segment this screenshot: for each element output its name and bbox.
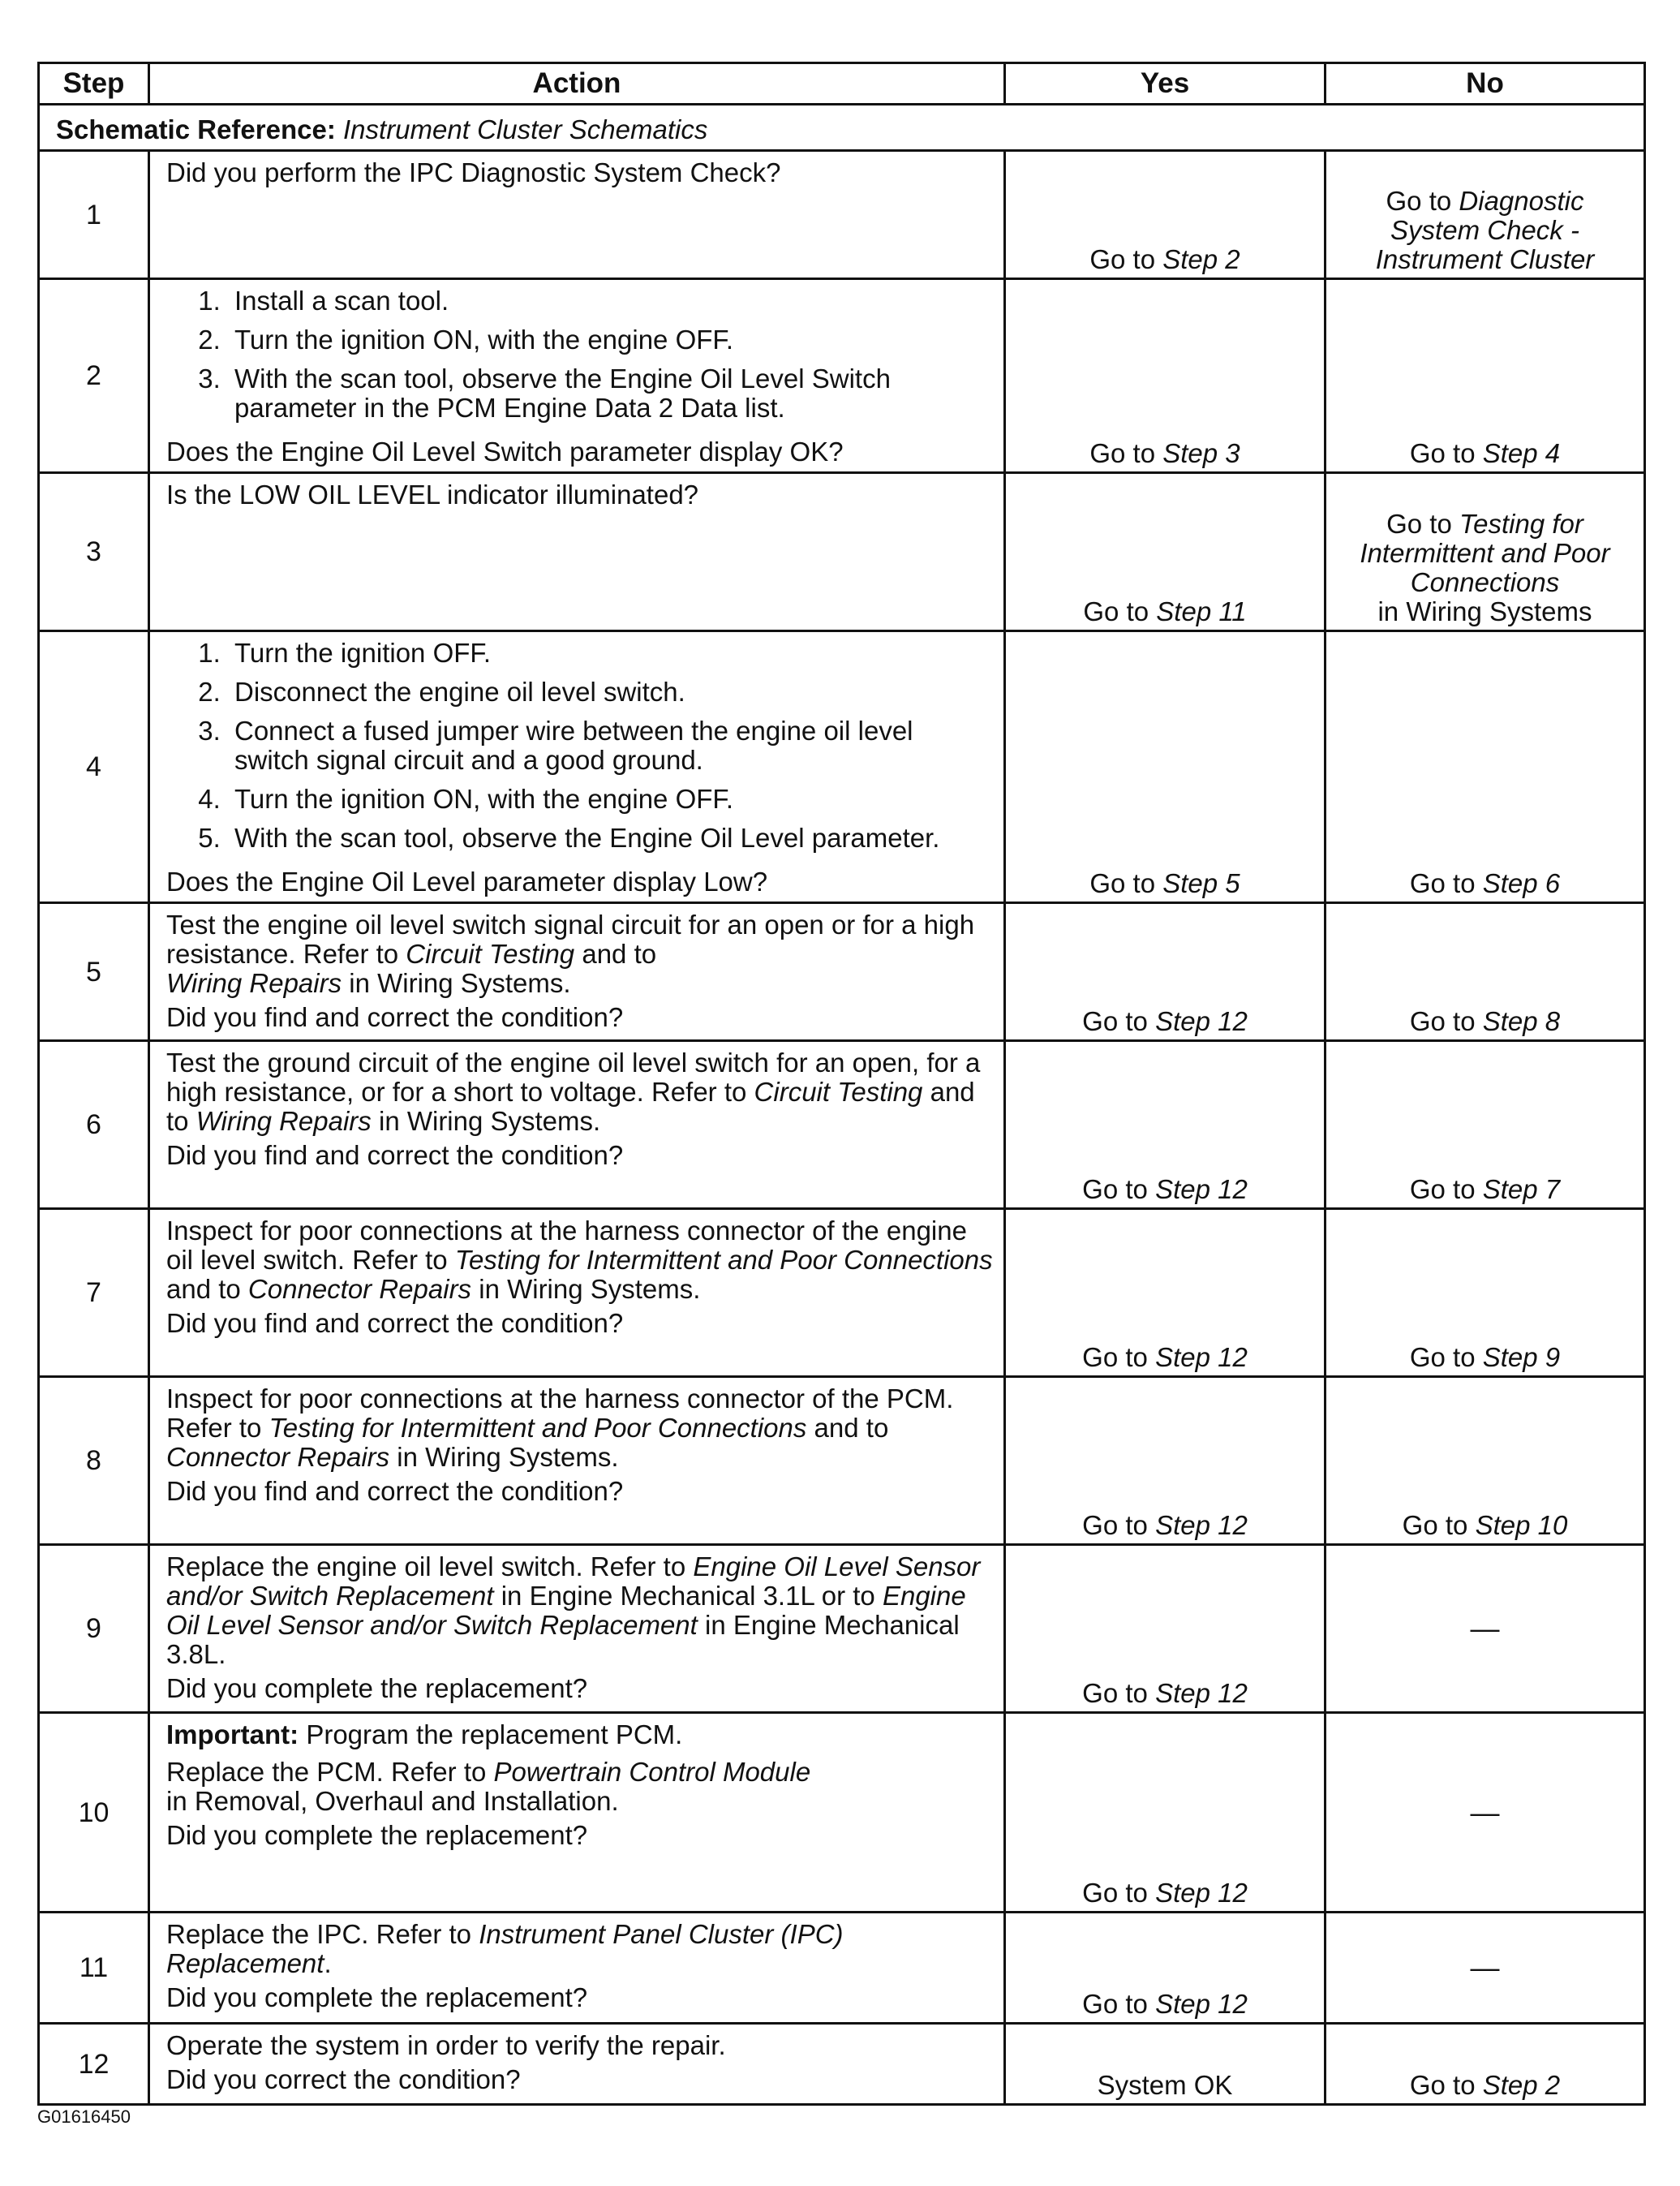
yes-prefix: Go to (1089, 244, 1163, 274)
no-cell-dash: — (1326, 1713, 1645, 1913)
yes-step-link[interactable]: Step 5 (1162, 868, 1240, 898)
action-text-part: Inspect for poor connections at the harness connector of the engine oil level switch. Refer to (166, 1216, 967, 1275)
yes-step-link[interactable]: Step 12 (1155, 1174, 1248, 1204)
header-action: Action (149, 63, 1005, 105)
step-number: 10 (39, 1713, 149, 1913)
important-note (166, 1720, 994, 1749)
action-cell (149, 2024, 1005, 2105)
action-cell (149, 279, 1005, 473)
reference-link[interactable]: Wiring Repairs (195, 1106, 372, 1136)
yes-prefix: Go to (1083, 596, 1157, 626)
action-text (166, 1048, 994, 1136)
table-row (39, 1913, 1645, 2024)
yes-cell (1005, 631, 1326, 903)
reference-link[interactable]: Powertrain Control Module (493, 1757, 811, 1787)
yes-step-link[interactable]: Step 3 (1162, 438, 1240, 468)
table-row (39, 631, 1645, 903)
action-cell (149, 1545, 1005, 1713)
action-text-part: and to (166, 1274, 248, 1304)
list-item: 1. Install a scan tool. (228, 286, 994, 316)
action-question: Did you correct the condition? (166, 2064, 521, 2094)
action-text-part: . (324, 1948, 332, 1978)
list-item: 3. Connect a fused jumper wire between the engine oil level switch signal circuit and a good ground. (228, 716, 994, 775)
no-step-link[interactable]: Diagnostic System Check - Instrument Cluster (1375, 186, 1595, 274)
action-question: Does the Engine Oil Level parameter display Low? (166, 867, 768, 897)
action-cell (149, 903, 1005, 1041)
step-number: 12 (39, 2024, 149, 2105)
list-item: 1. Turn the ignition OFF. (228, 639, 994, 668)
action-cell (149, 631, 1005, 903)
action-text (166, 1552, 994, 1669)
action-text (166, 910, 994, 998)
action-text-part: in Wiring Systems. (342, 968, 571, 998)
action-text-part: and to (574, 939, 657, 969)
action-text-part: in Removal, Overhaul and Installation. (166, 1786, 619, 1816)
yes-prefix: Go to (1082, 1006, 1156, 1036)
reference-link[interactable]: Engine Oil Level Sensor and/or Switch Replacement (166, 1581, 966, 1640)
action-question: Did you find and correct the condition? (166, 1140, 624, 1170)
no-step-link[interactable]: Step 2 (1482, 2070, 1561, 2100)
yes-step-link[interactable]: Step 12 (1155, 1678, 1248, 1708)
yes-cell (1005, 1209, 1326, 1377)
table-row (39, 473, 1645, 631)
list-item: 5. With the scan tool, observe the Engine Oil Level parameter. (228, 824, 994, 853)
table-row (39, 2024, 1645, 2105)
action-text-part: in Wiring Systems. (389, 1442, 619, 1472)
step-number: 3 (39, 473, 149, 631)
reference-link[interactable]: Circuit Testing (406, 939, 575, 969)
yes-prefix: Go to (1082, 1510, 1156, 1540)
no-step-link[interactable]: Step 4 (1482, 438, 1561, 468)
yes-step-link[interactable]: Step 12 (1155, 1989, 1248, 2019)
action-question: Did you complete the replacement? (166, 1820, 588, 1850)
list-item: 3. With the scan tool, observe the Engine Oil Level Switch parameter in the PCM Engine Data 2 Data list. (228, 364, 994, 423)
list-item: 2. Turn the ignition ON, with the engine OFF. (228, 325, 994, 355)
no-step-link[interactable]: Step 7 (1482, 1174, 1561, 1204)
action-text (166, 1384, 994, 1472)
list-item: 4. Turn the ignition ON, with the engine OFF. (228, 785, 994, 814)
action-cell (149, 151, 1005, 279)
action-text (166, 1216, 994, 1304)
yes-step-link[interactable]: Step 2 (1162, 244, 1240, 274)
no-prefix: Go to (1386, 186, 1459, 216)
action-text-part: Replace the PCM. Refer to (166, 1757, 494, 1787)
step-number: 8 (39, 1377, 149, 1545)
no-step-link[interactable]: Testing for Intermittent and Poor Connections (1360, 509, 1610, 597)
no-cell-dash: — (1326, 1545, 1645, 1713)
no-prefix: Go to (1409, 1342, 1483, 1372)
reference-link[interactable]: Wiring Repairs (166, 968, 342, 998)
table-row (39, 1209, 1645, 1377)
action-text-part: in Wiring Systems. (371, 1106, 601, 1136)
no-cell-dash: — (1326, 1913, 1645, 2024)
action-text-part: Replace the engine oil level switch. Refer to (166, 1551, 694, 1581)
no-cell (1326, 2024, 1645, 2105)
action-cell (149, 1209, 1005, 1377)
no-prefix: Go to (1386, 509, 1459, 539)
action-text: Operate the system in order to verify the repair. (166, 2030, 726, 2060)
action-text (166, 1758, 994, 1816)
yes-cell (1005, 2024, 1326, 2105)
table-row (39, 151, 1645, 279)
table-row (39, 279, 1645, 473)
action-text-part: and to (806, 1413, 889, 1443)
action-question: Did you complete the replacement? (166, 1982, 588, 2012)
no-prefix: Go to (1402, 1510, 1476, 1540)
action-text-part: Inspect for poor connections at the harness connector of the PCM. Refer to (166, 1383, 954, 1443)
important-label: Important: (166, 1719, 299, 1749)
action-cell (149, 1713, 1005, 1913)
no-step-link[interactable]: Step 9 (1482, 1342, 1561, 1372)
yes-text: System OK (1097, 2070, 1233, 2100)
action-cell (149, 1041, 1005, 1209)
diagnostic-table (37, 62, 1646, 2106)
action-question: Did you find and correct the condition? (166, 1308, 624, 1338)
yes-prefix: Go to (1082, 1878, 1156, 1908)
table-row (39, 1545, 1645, 1713)
no-step-link[interactable]: Step 6 (1482, 868, 1561, 898)
action-question: Did you find and correct the condition? (166, 1002, 624, 1032)
action-question: Did you complete the replacement? (166, 1673, 588, 1703)
yes-step-link[interactable]: Step 12 (1155, 1510, 1248, 1540)
action-question: Did you find and correct the condition? (166, 1476, 624, 1506)
action-text-part: in Engine Mechanical 3.8L. (166, 1610, 960, 1669)
yes-cell (1005, 1377, 1326, 1545)
no-cell (1326, 1041, 1645, 1209)
step-number: 6 (39, 1041, 149, 1209)
step-number: 7 (39, 1209, 149, 1377)
yes-cell (1005, 279, 1326, 473)
yes-step-link[interactable]: Step 12 (1155, 1878, 1248, 1908)
step-number: 2 (39, 279, 149, 473)
header-row (39, 63, 1645, 105)
no-prefix: Go to (1409, 1006, 1483, 1036)
action-step-list (166, 286, 994, 423)
schematic-reference-row (39, 105, 1645, 151)
schematic-reference-label: Schematic Reference: (56, 114, 336, 144)
figure-code: G01616450 (37, 2106, 131, 2127)
reference-link[interactable]: Testing for Intermittent and Poor Connections (269, 1413, 807, 1443)
yes-prefix: Go to (1082, 1989, 1156, 2019)
step-number: 9 (39, 1545, 149, 1713)
header-step: Step (39, 63, 149, 105)
yes-cell (1005, 1913, 1326, 2024)
yes-step-link[interactable]: Step 12 (1155, 1342, 1248, 1372)
yes-prefix: Go to (1089, 438, 1163, 468)
step-number: 1 (39, 151, 149, 279)
action-text (166, 1920, 994, 1978)
action-cell (149, 473, 1005, 631)
action-step-list (166, 639, 994, 853)
important-text: Program the replacement PCM. (299, 1719, 683, 1749)
action-text-part: Test the engine oil level switch signal circuit for an open or for a high resistance. Refer to (166, 910, 975, 969)
schematic-reference-link[interactable]: Instrument Cluster Schematics (343, 114, 708, 144)
yes-cell (1005, 1545, 1326, 1713)
yes-cell (1005, 1713, 1326, 1913)
no-prefix: Go to (1409, 1174, 1483, 1204)
reference-link[interactable]: Circuit Testing (754, 1077, 923, 1107)
reference-link[interactable]: Engine Oil Level Sensor and/or Switch Replacement (166, 1551, 981, 1611)
action-text-part: and to (166, 1077, 975, 1136)
table-row (39, 1377, 1645, 1545)
no-prefix: Go to (1409, 438, 1483, 468)
table-row (39, 1713, 1645, 1913)
yes-step-link[interactable]: Step 11 (1156, 596, 1247, 626)
no-prefix: Go to (1409, 868, 1483, 898)
no-cell (1326, 473, 1645, 631)
reference-link[interactable]: Connector Repairs (166, 1442, 390, 1472)
yes-prefix: Go to (1082, 1678, 1156, 1708)
action-text: Is the LOW OIL LEVEL indicator illuminated? (166, 480, 699, 510)
no-cell (1326, 631, 1645, 903)
no-suffix: in Wiring Systems (1377, 596, 1592, 626)
yes-cell (1005, 1041, 1326, 1209)
step-number: 11 (39, 1913, 149, 2024)
no-step-link[interactable]: Step 8 (1482, 1006, 1561, 1036)
step-number: 4 (39, 631, 149, 903)
schematic-reference-cell (39, 105, 1645, 151)
no-prefix: Go to (1409, 2070, 1483, 2100)
no-cell (1326, 1209, 1645, 1377)
no-step-link[interactable]: Step 10 (1475, 1510, 1568, 1540)
action-text-part: Test the ground circuit of the engine oil level switch for an open, for a high resistance, or for a short to voltage. Refer to (166, 1048, 981, 1107)
action-question: Does the Engine Oil Level Switch parameter display OK? (166, 437, 844, 467)
action-text-part: in Wiring Systems. (471, 1274, 701, 1304)
reference-link[interactable]: Testing for Intermittent and Poor Connections (454, 1245, 993, 1275)
action-text: Did you perform the IPC Diagnostic System Check? (166, 157, 781, 187)
yes-cell (1005, 473, 1326, 631)
action-text-part: in Engine Mechanical 3.1L or to (493, 1581, 883, 1611)
no-cell (1326, 151, 1645, 279)
reference-link[interactable]: Instrument Panel Cluster (IPC) Replacement (166, 1919, 844, 1978)
table-row (39, 903, 1645, 1041)
reference-link[interactable]: Connector Repairs (247, 1274, 472, 1304)
header-no: No (1326, 63, 1645, 105)
no-cell (1326, 1377, 1645, 1545)
no-cell (1326, 279, 1645, 473)
action-cell (149, 1377, 1005, 1545)
yes-cell (1005, 151, 1326, 279)
yes-prefix: Go to (1082, 1342, 1156, 1372)
step-number: 5 (39, 903, 149, 1041)
header-yes: Yes (1005, 63, 1326, 105)
table-row (39, 1041, 1645, 1209)
yes-prefix: Go to (1089, 868, 1163, 898)
yes-cell (1005, 903, 1326, 1041)
yes-step-link[interactable]: Step 12 (1155, 1006, 1248, 1036)
action-text-part: Replace the IPC. Refer to (166, 1919, 479, 1949)
list-item: 2. Disconnect the engine oil level switch. (228, 678, 994, 707)
action-cell (149, 1913, 1005, 2024)
yes-prefix: Go to (1082, 1174, 1156, 1204)
no-cell (1326, 903, 1645, 1041)
